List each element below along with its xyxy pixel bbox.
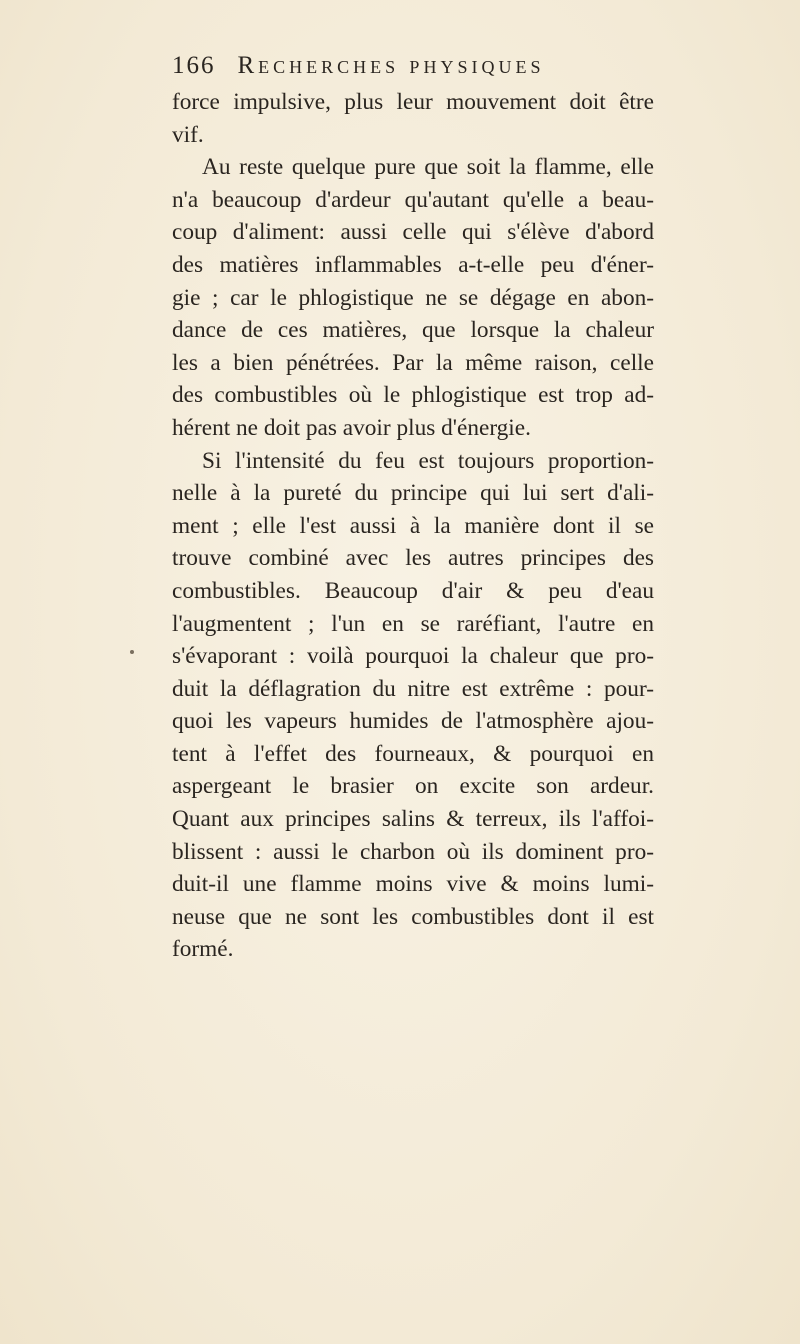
text-line: combustibles. Beaucoup d'air & peu d'eau [172,577,654,604]
text-line: nelle à la pureté du principe qui lui sert d'ali- [172,480,654,507]
running-title: Recherches physiques [237,52,545,79]
text-line: neuse que ne sont les combustibles dont il est [172,903,654,930]
text-line: formé. [172,936,234,963]
paragraph-start-line: Au reste quelque pure que soit la flamme, elle [202,154,654,181]
text-line: trouve combiné avec les autres principes des [172,545,654,572]
text-line: s'évaporant : voilà pourquoi la chaleur que pro- [172,643,654,670]
text-line: des matières inflammables a-t-elle peu d'éner- [172,251,654,278]
text-line: quoi les vapeurs humides de l'atmosphère ajou- [172,708,654,735]
text-line: les a bien pénétrées. Par la même raison, celle [172,349,654,376]
text-line: n'a beaucoup d'ardeur qu'autant qu'elle a beau- [172,186,654,213]
text-line: gie ; car le phlogistique ne se dégage en abon- [172,284,654,311]
text-line: Quant aux principes salins & terreux, ils l'affoi- [172,806,654,833]
text-line: des combustibles où le phlogistique est trop ad- [172,382,654,409]
text-line: hérent ne doit pas avoir plus d'énergie. [172,414,531,441]
text-line: aspergeant le brasier on excite son ardeur. [172,773,654,800]
text-line: tent à l'effet des fourneaux, & pourquoi en [172,740,654,767]
paragraph-start-line: Si l'intensité du feu est toujours proportion- [202,447,654,474]
text-line: duit la déflagration du nitre est extrême : pour- [172,675,654,702]
text-line: dance de ces matières, que lorsque la chaleur [172,317,654,344]
text-line: duit-il une flamme moins vive & moins lumi- [172,871,654,898]
running-header [172,52,658,80]
margin-speck [130,650,134,654]
text-line: coup d'aliment: aussi celle qui s'élève d'abord [172,219,654,246]
page-body-text [172,86,654,966]
page-number: 166 [172,52,216,79]
text-line: l'augmentent ; l'un en se raréfiant, l'autre en [172,610,654,637]
text-line: force impulsive, plus leur mouvement doit être [172,89,654,115]
text-line: vif. [172,121,204,148]
text-line: ment ; elle l'est aussi à la manière dont il se [172,512,654,539]
text-line: blissent : aussi le charbon où ils dominent pro- [172,838,654,865]
